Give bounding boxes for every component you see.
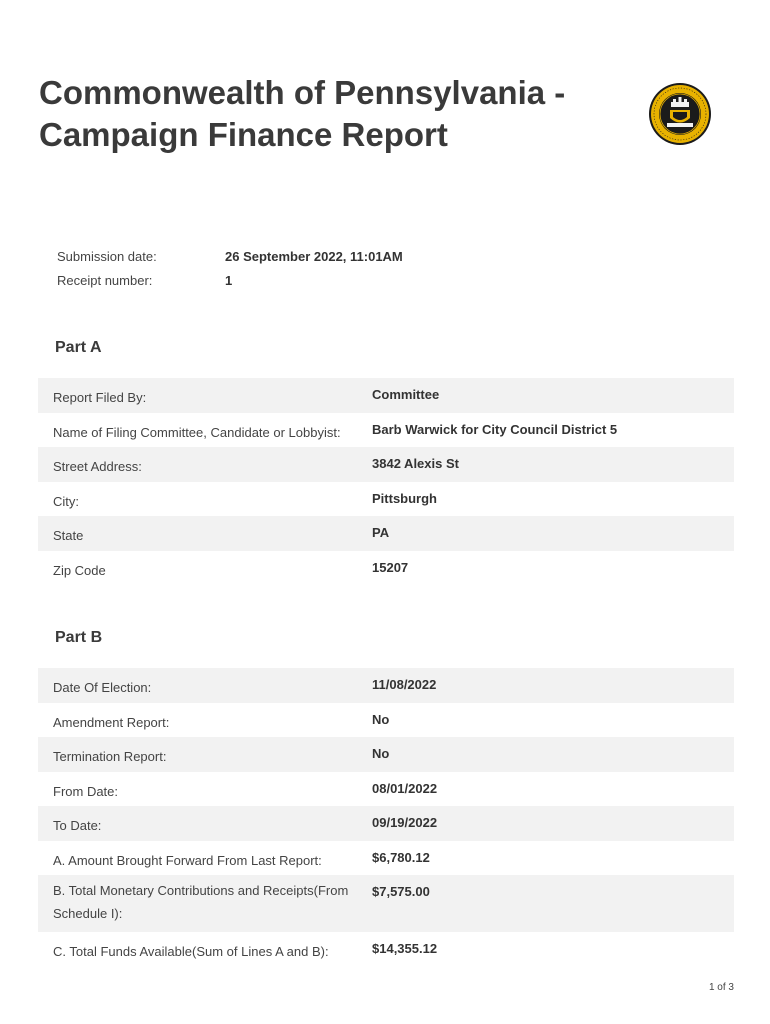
table-row [38, 516, 734, 551]
page-title: Commonwealth of Pennsylvania - Campaign Finance Report [39, 74, 566, 153]
table-row [38, 413, 734, 448]
field-value: No [372, 711, 390, 727]
field-label: C. Total Funds Available(Sum of Lines A and B): [53, 944, 329, 959]
field-label: Name of Filing Committee, Candidate or Lobbyist: [53, 424, 341, 440]
table-row [38, 806, 734, 841]
part-b-table [38, 668, 734, 967]
field-label: B. Total Monetary Contributions and Receipts(From Schedule I): [53, 883, 349, 921]
field-value: $7,575.00 [372, 884, 430, 899]
field-value: PA [372, 525, 390, 540]
field-value: 11/08/2022 [372, 677, 437, 692]
field-label: A. Amount Brought Forward From Last Report: [53, 852, 322, 868]
field-label: Termination Report: [53, 749, 167, 764]
field-label: Zip Code [53, 562, 106, 578]
field-label: State [53, 528, 84, 543]
table-row [38, 772, 734, 807]
field-value: 3842 Alexis St [372, 456, 459, 471]
field-value: 15207 [372, 559, 409, 575]
part-a-table [38, 378, 734, 585]
field-label: To Date: [53, 818, 102, 833]
receipt-number-value: 1 [225, 272, 233, 288]
page-number: 1 of 3 [708, 982, 734, 993]
field-label: Street Address: [53, 459, 142, 474]
field-value: 08/01/2022 [372, 780, 438, 796]
table-row [38, 447, 734, 482]
table-row [38, 703, 734, 738]
field-value: Pittsburgh [372, 490, 437, 506]
field-label: City: [53, 493, 79, 509]
table-row [38, 841, 734, 876]
submission-info [57, 244, 717, 292]
table-row [38, 737, 734, 772]
submission-date-row [57, 244, 717, 268]
field-value: $14,355.12 [372, 941, 438, 956]
submission-date-value: 26 September 2022, 11:01AM [225, 248, 403, 264]
table-row [38, 932, 734, 967]
part-b-title: Part B [55, 629, 103, 646]
submission-date-label: Submission date: [57, 248, 157, 264]
field-label: From Date: [53, 783, 119, 799]
field-value: $6,780.12 [372, 849, 430, 865]
table-row [38, 482, 734, 517]
table-row [38, 668, 734, 703]
field-label: Report Filed By: [53, 390, 147, 405]
field-label: Date Of Election: [53, 680, 152, 695]
table-row [38, 551, 734, 586]
receipt-number-row [57, 268, 717, 292]
receipt-number-label: Receipt number: [57, 272, 153, 288]
field-value: Barb Warwick for City Council District 5 [372, 421, 618, 437]
field-value: Committee [372, 387, 440, 402]
table-row [38, 875, 734, 932]
city-seal-icon [648, 82, 712, 146]
field-value: No [372, 746, 390, 761]
part-a-title: Part A [55, 339, 102, 356]
table-row [38, 378, 734, 413]
field-label: Amendment Report: [53, 714, 170, 730]
field-value: 09/19/2022 [372, 815, 438, 830]
